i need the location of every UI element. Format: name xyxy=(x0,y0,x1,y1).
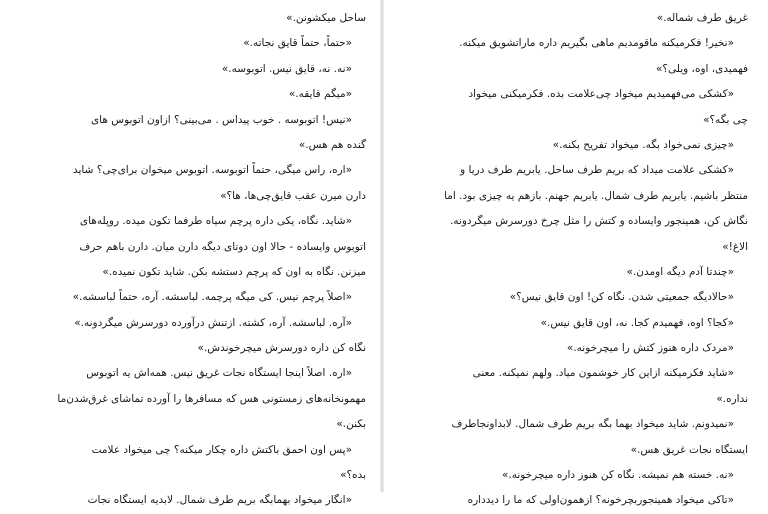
text-line: الاغ!» xyxy=(722,240,748,253)
text-line: مهمونخانه‌های زمستونی هس که مسافرها را آورده تماشای غرق‌شدن‌ما xyxy=(57,392,366,405)
text-line: «چیزی نمی‌خواد بگه. میخواد تفریح بکنه.» xyxy=(552,138,734,151)
text-line: چی بگه؟» xyxy=(703,113,748,126)
text-line: «حالادیگه جمعیتی شدن. نگاه کن! اون قایق نیس؟» xyxy=(509,291,734,304)
text-line: «حتماً، حتماً قایق نجاته.» xyxy=(243,37,352,50)
right-page xyxy=(384,0,768,507)
text-line: «کشکی علامت میداد که بریم طرف ساحل. یابریم طرف دریا و xyxy=(460,164,734,177)
text-line: «پس اون احمق باکتش داره چکار میکنه؟ چی میخواد علامت xyxy=(91,443,352,456)
text-line: «میگم قایقه.» xyxy=(288,88,352,101)
text-line: «شاید فکرمیکنه ازاین کار خوشمون میاد. ولهم نمیکنه. معنی xyxy=(472,367,734,380)
text-line: منتظر باشیم. یابریم طرف شمال. یابریم جهنم. بازهم یه چیزی بود. اما xyxy=(444,189,748,202)
text-line: «نه. خسته هم نمیشه. نگاه کن هنوز داره میچرخونه.» xyxy=(501,469,734,482)
text-line: بکنن.» xyxy=(336,418,366,431)
text-line: دارن میرن عقب قایق‌چی‌ها، ها؟» xyxy=(220,189,366,202)
text-line: ایستگاه نجات غریق هس.» xyxy=(630,443,748,456)
text-line: «اره، راس میگی، حتماً اتوبوسه. اتوبوس میخوان برا‌ی‌چی؟ شاید xyxy=(73,164,352,177)
text-line: «آره. لباسشه. آره، کشته. ازتنش درآورده دورسرش میگردونه.» xyxy=(74,316,352,329)
text-line: نگاش کن، همینجور وایساده و کتش را مثل چرخ دورسرش میگردونه. xyxy=(449,215,748,228)
right-page-text xyxy=(410,6,748,514)
text-line: نگاه کن داره دورسرش میچرخوندش.» xyxy=(197,342,366,355)
text-line: «نه. نه، قایق نیس. اتوبوسه.» xyxy=(221,62,352,75)
text-line: ساحل میکشونن.» xyxy=(286,12,366,24)
text-line: «شاید. نگاه، یکی داره پرچم سیاه طرفما تکون میده. روپله‌های xyxy=(79,215,352,228)
text-line: گنده هم هس.» xyxy=(298,138,366,151)
text-line: «مردک داره هنوز کتش را میچرخونه.» xyxy=(566,342,734,355)
text-line: بده؟» xyxy=(340,469,366,482)
text-line: «اره. اصلاً اینجا ایستگاه نجات غریق نیس. همه‌اش یه اتوبوس xyxy=(86,367,352,380)
text-line: «اصلاً پرچم نیس. کی میگه پرچمه. لباسشه. آره، حتماً لباسشه.» xyxy=(72,291,352,304)
text-line: اتوبوس وایساده - حالا اون دوتای دیگه دارن میان. دارن باهم حرف xyxy=(79,240,366,253)
text-line: «چندتا آدم دیگه اومدن.» xyxy=(626,265,734,278)
text-line: غریق طرف شماله.» xyxy=(656,12,748,24)
text-line: «کشکی می‌فهمیدیم میخواد چی‌علامت بده. فکرمیکنی میخواد xyxy=(468,88,734,101)
text-line: فهمیدی، اوه، ویلی؟» xyxy=(656,62,748,75)
text-line: «انگار میخواد بهمابگه بریم طرف شمال. لابدیه ایستگاه نجات xyxy=(87,494,352,507)
left-page-text xyxy=(28,6,366,514)
left-page xyxy=(0,0,380,507)
text-line: «نمیدونم. شاید میخواد بهما بگه بریم طرف شمال. لابداونجاطرف xyxy=(451,418,734,431)
text-line: «نیس! اتوبوسه . خوب پیداس . می‌بینی؟ ازاون اتوبوس های xyxy=(90,113,352,126)
text-line: «کجا؟ اوه، فهمیدم کجا. نه، اون قایق نیس.» xyxy=(540,316,734,329)
text-line: «تاکی میخواد همینجوربچرخونه؟ ازهمون‌اولی که ما را دیدداره xyxy=(467,494,734,507)
text-line: میزنن. نگاه به اون که پرچم دستشه بکن. شاید تکون نمیده.» xyxy=(102,265,366,278)
text-line: «نخیر! فکرمیکنه ماقومدیم ماهی بگیریم داره ماراتشویق میکنه. xyxy=(459,37,734,50)
text-line: نداره.» xyxy=(716,392,748,405)
